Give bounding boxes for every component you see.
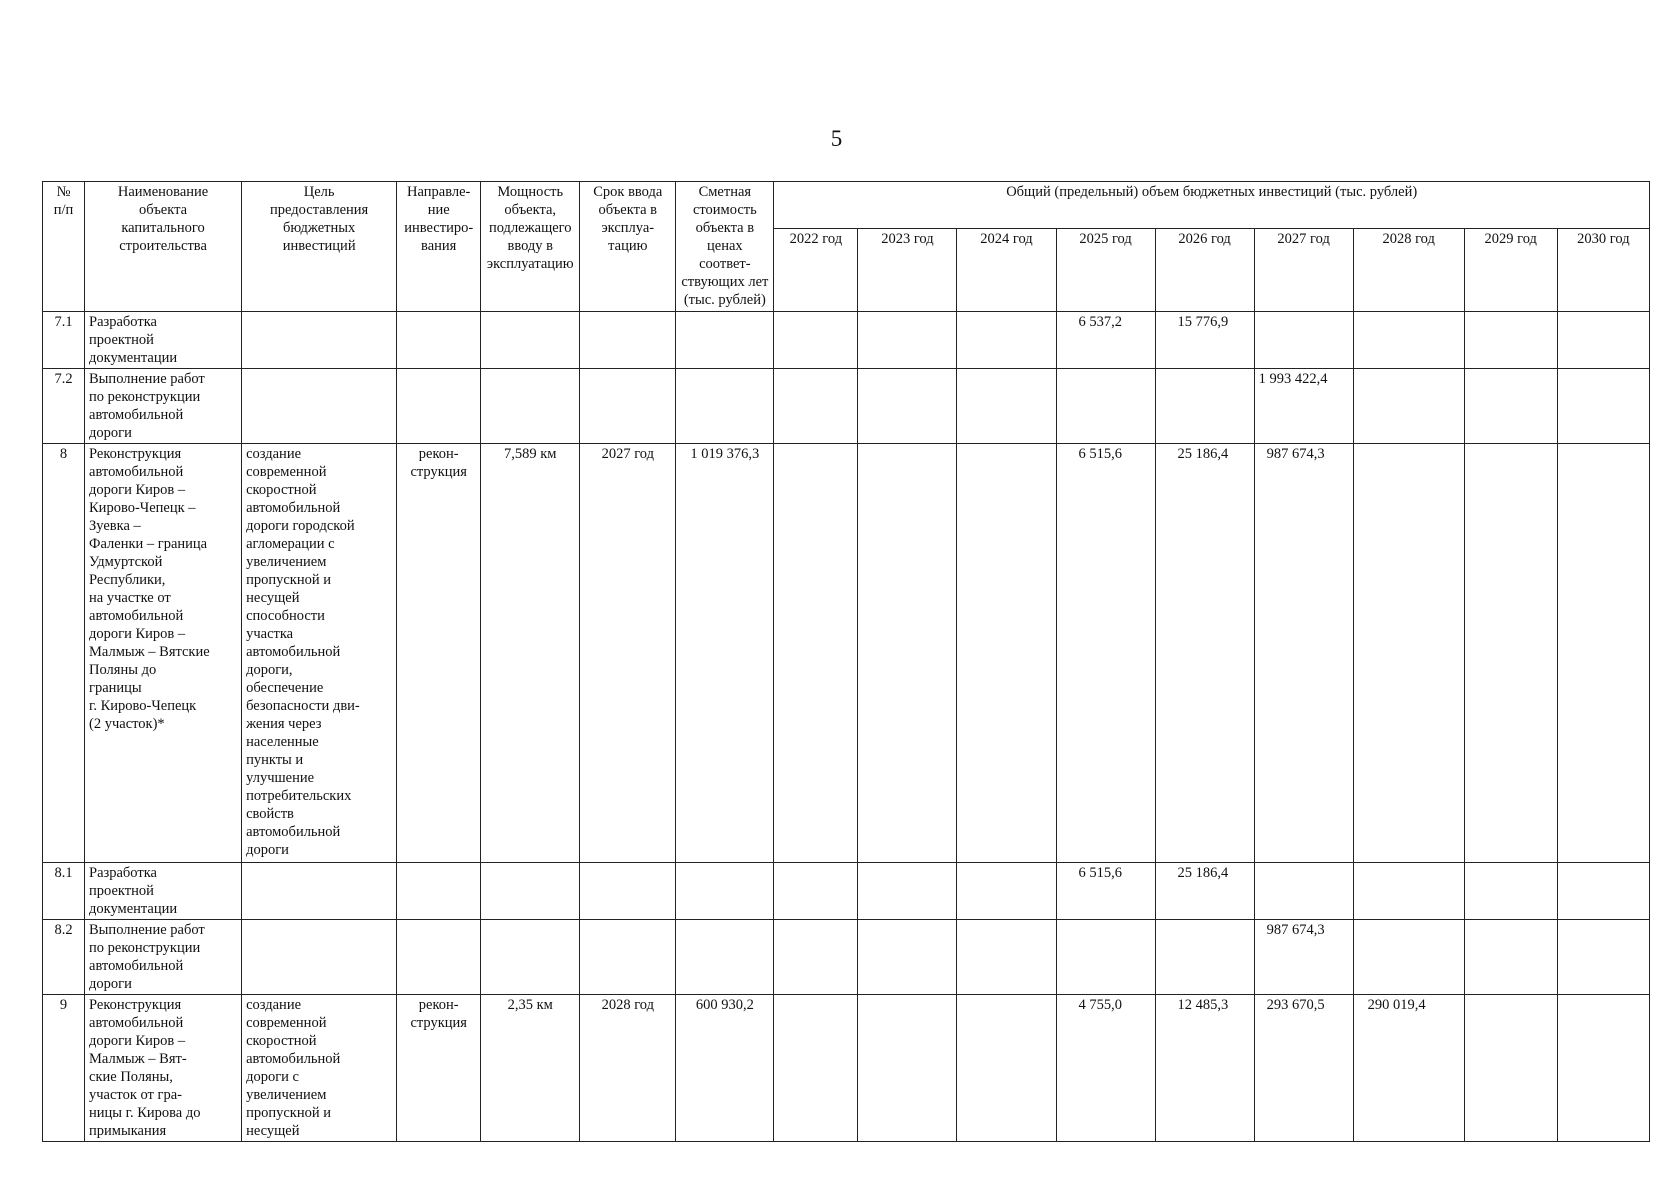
col-header-capacity: Мощность объекта, подлежащего вводу в эксплуатацию — [481, 182, 580, 312]
year-amount — [1464, 312, 1557, 369]
row-number: 7.1 — [43, 312, 85, 369]
col-header-name: Наименование объекта капитального строительства — [85, 182, 242, 312]
year-amount — [957, 995, 1056, 1142]
investment-direction: рекон- струкция — [397, 444, 481, 863]
year-amount — [1557, 863, 1649, 920]
object-name: Разработка проектной документации — [85, 312, 242, 369]
investment-direction — [397, 920, 481, 995]
year-amount — [1557, 995, 1649, 1142]
object-name: Разработка проектной документации — [85, 863, 242, 920]
table-row — [43, 995, 1650, 1142]
year-amount — [774, 995, 858, 1142]
year-amount — [957, 863, 1056, 920]
year-amount — [1464, 444, 1557, 863]
year-amount — [1353, 369, 1464, 444]
commissioning-term: 2027 год — [580, 444, 676, 863]
object-name: Выполнение работ по реконструкции автомобильной дороги — [85, 920, 242, 995]
year-amount: 4 755,0 — [1056, 995, 1155, 1142]
year-header: 2024 год — [957, 229, 1056, 312]
year-amount — [774, 863, 858, 920]
object-capacity — [481, 920, 580, 995]
year-amount — [1557, 312, 1649, 369]
year-amount: 6 537,2 — [1056, 312, 1155, 369]
year-amount — [1254, 863, 1353, 920]
year-amount — [957, 369, 1056, 444]
year-amount — [858, 995, 957, 1142]
estimated-cost — [676, 863, 774, 920]
year-amount — [957, 920, 1056, 995]
year-amount — [1155, 920, 1254, 995]
table-row — [43, 863, 1650, 920]
col-header-num: № п/п — [43, 182, 85, 312]
commissioning-term: 2028 год — [580, 995, 676, 1142]
page-number: 5 — [830, 126, 843, 151]
row-number: 7.2 — [43, 369, 85, 444]
year-amount — [858, 444, 957, 863]
year-amount: 987 674,3 — [1254, 920, 1353, 995]
year-header: 2029 год — [1464, 229, 1557, 312]
header-row — [43, 182, 1650, 229]
table-row — [43, 444, 1650, 863]
commissioning-term — [580, 312, 676, 369]
object-name: Выполнение работ по реконструкции автомобильной дороги — [85, 369, 242, 444]
row-number: 8 — [43, 444, 85, 863]
col-header-term: Срок ввода объекта в эксплуа- тацию — [580, 182, 676, 312]
year-amount: 1 993 422,4 — [1254, 369, 1353, 444]
object-capacity — [481, 369, 580, 444]
year-amount — [1353, 920, 1464, 995]
year-amount — [774, 312, 858, 369]
year-amount — [858, 920, 957, 995]
year-header: 2023 год — [858, 229, 957, 312]
year-amount — [1254, 312, 1353, 369]
table-row — [43, 312, 1650, 369]
col-header-cost: Сметная стоимость объекта в ценах соответ- ствующих лет (тыс. рублей) — [676, 182, 774, 312]
commissioning-term — [580, 863, 676, 920]
investment-goal — [242, 920, 397, 995]
year-amount: 15 776,9 — [1155, 312, 1254, 369]
year-amount: 293 670,5 — [1254, 995, 1353, 1142]
year-amount — [858, 863, 957, 920]
year-header: 2030 год — [1557, 229, 1649, 312]
year-header: 2022 год — [774, 229, 858, 312]
estimated-cost — [676, 369, 774, 444]
estimated-cost: 600 930,2 — [676, 995, 774, 1142]
commissioning-term — [580, 920, 676, 995]
year-amount — [957, 444, 1056, 863]
commissioning-term — [580, 369, 676, 444]
year-amount — [1557, 444, 1649, 863]
object-capacity — [481, 312, 580, 369]
investment-direction — [397, 312, 481, 369]
year-amount — [1464, 863, 1557, 920]
year-amount — [1353, 312, 1464, 369]
investment-goal — [242, 312, 397, 369]
estimated-cost: 1 019 376,3 — [676, 444, 774, 863]
year-amount — [957, 312, 1056, 369]
year-amount: 25 186,4 — [1155, 863, 1254, 920]
investment-direction — [397, 369, 481, 444]
object-capacity: 7,589 км — [481, 444, 580, 863]
year-amount — [1353, 863, 1464, 920]
year-header: 2026 год — [1155, 229, 1254, 312]
year-amount: 6 515,6 — [1056, 444, 1155, 863]
table-row — [43, 920, 1650, 995]
estimated-cost — [676, 920, 774, 995]
year-amount: 25 186,4 — [1155, 444, 1254, 863]
year-amount — [1557, 369, 1649, 444]
investment-goal: создание современной скоростной автомобильной дороги с увеличением пропускной и несущей — [242, 995, 397, 1142]
object-name: Реконструкция автомобильной дороги Киров – Кирово-Чепецк – Зуевка – Фаленки – граница Удмуртской Республики, на участке от автомобильной дороги Киров – Малмыж – Вятские Поляны до границы г. Кирово-Чепецк (2 участок)* — [85, 444, 242, 863]
year-amount: 290 019,4 — [1353, 995, 1464, 1142]
year-header: 2025 год — [1056, 229, 1155, 312]
col-header-total: Общий (предельный) объем бюджетных инвестиций (тыс. рублей) — [774, 182, 1650, 229]
row-number: 9 — [43, 995, 85, 1142]
year-amount — [1464, 920, 1557, 995]
row-number: 8.1 — [43, 863, 85, 920]
investment-goal — [242, 863, 397, 920]
year-amount: 987 674,3 — [1254, 444, 1353, 863]
table-row — [43, 369, 1650, 444]
year-amount — [1155, 369, 1254, 444]
year-amount — [1353, 444, 1464, 863]
object-name: Реконструкция автомобильной дороги Киров – Малмыж – Вят- ские Поляны, участок от гра- ницы г. Кирова до примыкания — [85, 995, 242, 1142]
year-amount — [1557, 920, 1649, 995]
year-amount — [774, 920, 858, 995]
col-header-goal: Цель предоставления бюджетных инвестиций — [242, 182, 397, 312]
object-capacity: 2,35 км — [481, 995, 580, 1142]
year-amount — [774, 369, 858, 444]
investment-direction: рекон- струкция — [397, 995, 481, 1142]
estimated-cost — [676, 312, 774, 369]
year-amount — [858, 312, 957, 369]
year-amount: 6 515,6 — [1056, 863, 1155, 920]
year-amount: 12 485,3 — [1155, 995, 1254, 1142]
year-header: 2028 год — [1353, 229, 1464, 312]
year-header: 2027 год — [1254, 229, 1353, 312]
investment-direction — [397, 863, 481, 920]
year-amount — [1056, 369, 1155, 444]
investment-goal — [242, 369, 397, 444]
year-amount — [1464, 995, 1557, 1142]
year-amount — [774, 444, 858, 863]
row-number: 8.2 — [43, 920, 85, 995]
year-amount — [1056, 920, 1155, 995]
object-capacity — [481, 863, 580, 920]
year-amount — [858, 369, 957, 444]
budget-investment-table — [42, 181, 1650, 1142]
year-amount — [1464, 369, 1557, 444]
investment-goal: создание современной скоростной автомобильной дороги городской агломерации с увеличением пропускной и несущей способности участка автомобильной дороги, обеспечение безопасности дви- жения через населенные пункты и улучшение потребительских свойств автомобильной дороги — [242, 444, 397, 863]
col-header-direction: Направле- ние инвестиро- вания — [397, 182, 481, 312]
